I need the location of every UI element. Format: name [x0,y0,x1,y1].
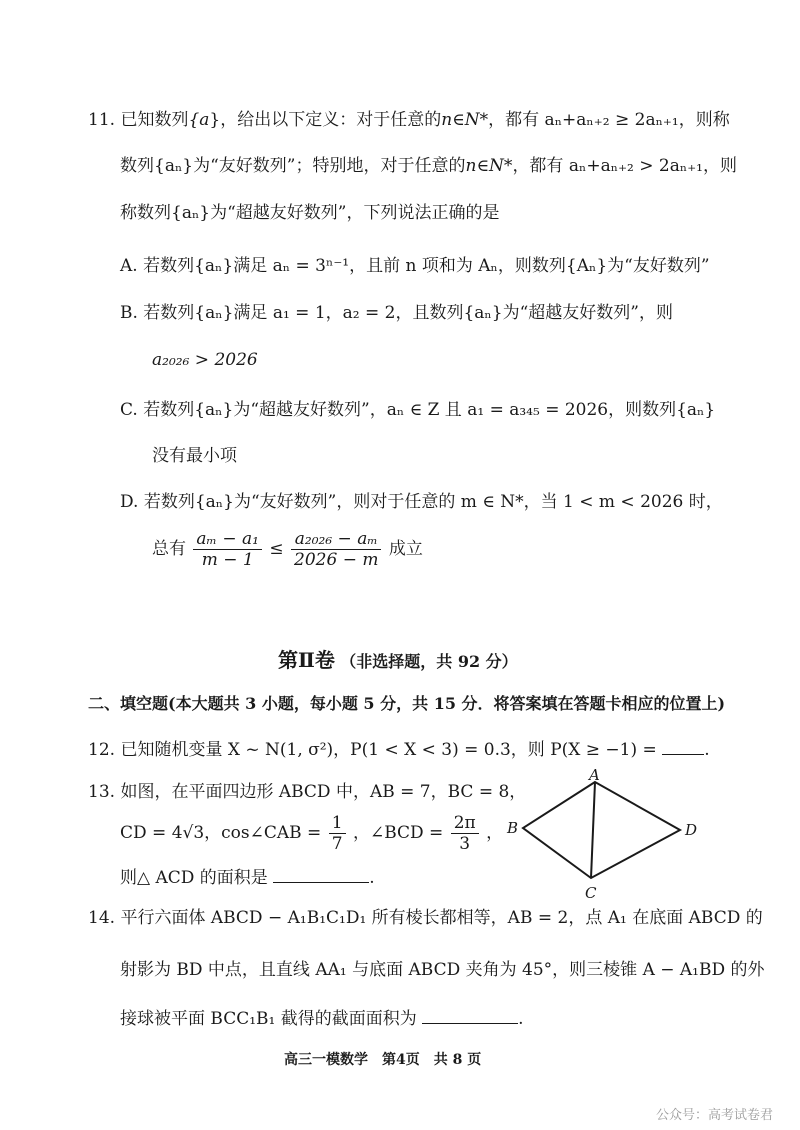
q11-option-c-line1: C. 若数列{aₙ}为“超越友好数列”，aₙ ∈ Z 且 a₁ = a₃₄₅ = 2026，则数列{aₙ} [120,400,716,420]
q11-d-frac2-den: 2026 − m [294,550,379,570]
q11-line1-post: ，都有 aₙ+aₙ₊₂ ≥ 2aₙ₊₁，则称 [488,110,730,130]
q14-line1: 14. 平行六面体 ABCD − A₁B₁C₁D₁ 所有棱长都相等，AB = 2，点 A₁ 在底面 ABCD 的 [88,908,763,928]
q11-d-post: 成立 [388,539,423,559]
q14-line3-text: 接球被平面 BCC₁B₁ 截得的截面面积为 [120,1009,417,1029]
page-footer: 高三一模数学 第4页 共 8 页 [284,1052,482,1068]
q11-line3: 称数列{aₙ}为“超越友好数列”，下列说法正确的是 [120,203,500,223]
q11-option-b-line1: B. 若数列{aₙ}满足 a₁ = 1，a₂ = 2，且数列{aₙ}为“超越友好数列”，则 [120,303,673,323]
q11-nN-2: n∈N* [465,156,513,176]
vertex-b-label: B [507,819,519,837]
q12-answer-blank[interactable] [662,736,704,755]
q13-line3-text: 则△ ACD 的面积是 [120,868,268,888]
q11-seq: {a [188,110,210,130]
q13-line2-post: ， [486,823,504,843]
vertex-d-label: D [685,821,698,839]
q14-end: . [518,1009,524,1029]
q13-frac2-den: 3 [459,834,471,854]
q11-line2-pre: 数列{aₙ}为“友好数列”；特别地，对于任意的 [120,156,466,176]
q12-end: . [704,740,710,760]
q13-frac1-num: 1 [329,813,346,834]
vertex-a-label: A [589,768,600,784]
watermark-text: 公众号：高考试卷君 [656,1108,774,1123]
q13-line2-pre: CD = 4√3，cos∠CAB = [120,823,322,843]
q14-line3 [120,1005,524,1031]
q11-d-frac1-num: aₘ − a₁ [193,529,262,550]
q11-line2-post: ，都有 aₙ+aₙ₊₂ > 2aₙ₊₁，则 [512,156,737,176]
q11-d-frac2 [291,529,381,570]
q13-line2 [120,810,503,856]
q13-line1: 13. 如图，在平面四边形 ABCD 中，AB = 7，BC = 8， [88,782,527,802]
q11-d-frac2-num: a₂₀₂₆ − aₘ [291,529,381,550]
q11-d-frac1 [193,529,262,570]
q13-line3 [120,864,375,890]
q12 [88,736,710,762]
q11-option-d-line2 [152,526,423,572]
q11-option-b-line2: a₂₀₂₆ > 2026 [152,350,258,370]
vertex-c-label: C [585,884,597,902]
q12-text: 12. 已知随机变量 X ~ N(1, σ²)，P(1 < X < 3) = 0.3，则 P(X ≥ −1) = [88,740,657,760]
q13-answer-blank[interactable] [273,864,369,883]
q13-frac1-den: 7 [331,834,343,854]
q11-option-a: A. 若数列{aₙ}满足 aₙ = 3ⁿ⁻¹，且前 n 项和为 Aₙ，则数列{Aₙ}为“友好数列” [120,256,710,276]
quadrilateral-figure [495,768,715,903]
q13-line2-mid: ，∠BCD = [352,823,444,843]
q11-line1-pre: 已知数列 [120,110,189,130]
q11-d-le: ≤ [269,539,284,559]
q11-d-frac1-den: m − 1 [201,550,254,570]
q11-line1 [88,108,730,132]
section-title: 第Ⅱ卷 [278,648,335,672]
q13-end: . [369,868,375,888]
q14-line2: 射影为 BD 中点，且直线 AA₁ 与底面 ABCD 夹角为 45°，则三棱锥 A − A₁BD 的外 [120,960,765,980]
section-subtitle: （非选择题，共 92 分） [340,652,518,671]
q11-line2 [120,154,737,178]
fill-in-heading: 二、填空题(本大题共 3 小题，每小题 5 分，共 15 分．将答案填在答题卡相应的位置上) [88,694,726,713]
q11-option-d-line1: D. 若数列{aₙ}为“友好数列”，则对于任意的 m ∈ N*，当 1 < m < 2026 时， [120,492,723,512]
q11-number: 11. [88,110,116,130]
q11-option-c-line2: 没有最小项 [152,446,237,466]
q13-frac2-num: 2π [451,813,479,834]
q11-d-pre: 总有 [152,539,186,559]
section-header [278,648,518,674]
quadrilateral-outline [523,782,680,878]
diagonal-ac [591,782,595,878]
q13-frac2 [451,813,479,854]
q14-answer-blank[interactable] [422,1005,518,1024]
q11-nN: n∈N* [441,110,489,130]
q13-frac1 [329,813,346,854]
q11-line1-mid: }，给出以下定义：对于任意的 [209,110,442,130]
